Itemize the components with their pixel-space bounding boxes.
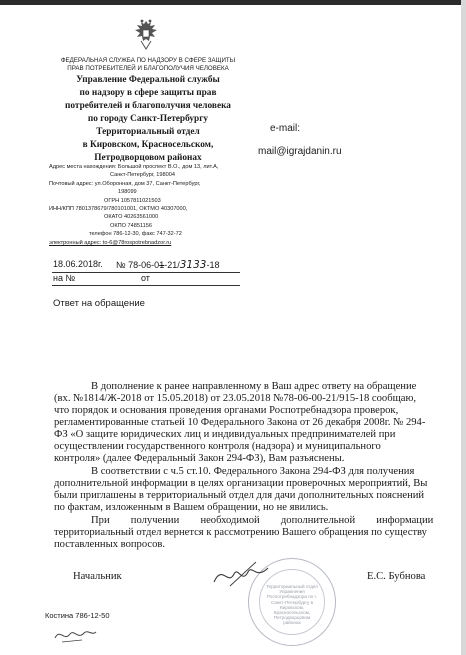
office-line-1: Управление Федеральной службы (76, 75, 220, 85)
office-line-3: потребителей и благополучия человека (65, 101, 231, 111)
letter-number (116, 259, 219, 271)
address-line: Адрес места нахождения: Большой проспект В.О., дом 13, лит.А, (49, 164, 219, 170)
body-paragraph-1-line (54, 429, 443, 441)
body-paragraph-3-line (91, 515, 441, 527)
coat-of-arms-icon (132, 18, 160, 52)
postal-address-line: 198099 (118, 189, 137, 195)
body-paragraph-1-line (91, 381, 441, 393)
signatory-name: Е.С. Бубнова (367, 571, 426, 582)
body-text: были приглашены в территориальный отдел для дачи дополнительных пояснений (54, 490, 425, 501)
body-text: по фактам, изложенным в Вашем обращении, но не явились. (54, 502, 329, 513)
letter-date: 18.06.2018г. (53, 259, 103, 269)
letter-subject: Ответ на обращение (53, 298, 145, 309)
agency-name-line-2: ПРАВ ПОТРЕБИТЕЛЕЙ И БЛАГОПОЛУЧИЯ ЧЕЛОВЕКА (67, 65, 229, 72)
reply-to-number-label: на № (53, 273, 76, 283)
postal-address-line: Почтовый адрес: ул.Оборонная, дом 37, Санкт-Петербург, (49, 181, 201, 187)
body-paragraph-2-line (91, 466, 441, 478)
office-line-7: Петродворцовом районах (94, 153, 202, 163)
body-text: осуществлении государственного контроля (надзора) и муниципального (54, 441, 381, 452)
office-line-6: в Кировском, Красносельском, (82, 140, 214, 150)
office-line-2: по надзору в сфере защиты прав (79, 88, 217, 98)
executor-contact: Костина 786-12-50 (45, 611, 110, 620)
body-text: ФЗ «О защите юридических лиц и индивидуальных предпринимателей при (54, 429, 396, 440)
okpo-line: ОКПО 74851156 (110, 223, 153, 229)
letter-number-struck: 1 (159, 260, 165, 270)
body-text: поставленных вопросов. (54, 539, 166, 550)
body-text: что порядок и основания проведения органами Роспотребнадзора проверок, (54, 405, 399, 416)
body-text: территориальный отдел вернется к рассмотрению Вашего обращения по существу (54, 527, 427, 538)
body-paragraph-2-line (54, 490, 443, 502)
body-paragraph-2-line (54, 502, 443, 514)
body-paragraph-1-line (54, 393, 443, 405)
recipient-email: mail@igrajdanin.ru (258, 146, 342, 157)
ogrn-line: ОГРН 1057811021503 (104, 198, 161, 204)
body-text: В соответствии с ч.5 ст.10. Федерального Закона 294-ФЗ для получения (91, 466, 415, 477)
body-text: дополнительной информации в целях организации проверочных мероприятий, Вы (54, 478, 428, 489)
body-text: В дополнение к ранее направленному в Ваш адрес ответу на обращение (91, 381, 417, 392)
body-text: (вх. №1814/Ж-2018 от 15.05.2018) от 23.05.2018 №78-06-00-21/915-18 сообщаю, (54, 393, 417, 404)
reference-underline-2 (52, 285, 240, 286)
inn-line: ИНН/КПП 7801378679/780101001, ОКТМО 40307000, (49, 206, 188, 212)
handwritten-signature (210, 556, 272, 592)
reply-to-date-label: от (141, 273, 150, 283)
body-text: При получении необходимой дополнительной информации (91, 515, 434, 526)
body-paragraph-3-line (54, 539, 443, 551)
address-line: Санкт-Петербург, 198004 (110, 172, 175, 178)
body-paragraph-1-line (54, 453, 443, 465)
body-paragraph-1-line (54, 405, 443, 417)
body-text: контроля» (далее Федеральный Закон 294-ФЗ), Вам разъяснены. (54, 453, 345, 464)
handwritten-initials (52, 624, 98, 646)
letter-number-prefix: № 78-06-0 (116, 260, 160, 270)
body-text: регламентированные статьей 10 Федерального Закона от 26 декабря 2008г. № 294- (54, 417, 426, 428)
body-paragraph-1-line (54, 441, 443, 453)
scan-border-top (0, 0, 466, 5)
stamp-text: Территориальный отдел Управления Роспотребнадзора по г. Санкт-Петербургу в Кировском, Красносельском, Петродворцовом районах (266, 584, 318, 626)
signatory-position: Начальник (73, 571, 122, 582)
body-paragraph-3-line (54, 527, 443, 539)
office-line-4: по городу Санкт-Петербургу (87, 114, 209, 124)
scan-border-right (461, 0, 466, 655)
okato-line: ОКАТО 40263561000 (104, 214, 159, 220)
letter-number-suffix: -18 (206, 260, 220, 270)
body-paragraph-1-line (54, 417, 443, 429)
office-line-5: Территориальный отдел (96, 127, 200, 137)
body-paragraph-2-line (54, 478, 443, 490)
agency-name-line-1: ФЕДЕРАЛЬНАЯ СЛУЖБА ПО НАДЗОРУ В СФЕРЕ ЗАЩИТЫ (60, 57, 236, 64)
recipient-email-label: e-mail: (270, 123, 301, 134)
letter-number-handwritten: 3133 (179, 259, 207, 271)
phone-line: телефон 786-12-30, факс 747-32-72 (89, 231, 182, 237)
letter-number-rest: -21/ (164, 260, 180, 270)
agency-email[interactable]: электронный адрес: to-6@78rospotrebnadzor.ru (49, 240, 172, 246)
